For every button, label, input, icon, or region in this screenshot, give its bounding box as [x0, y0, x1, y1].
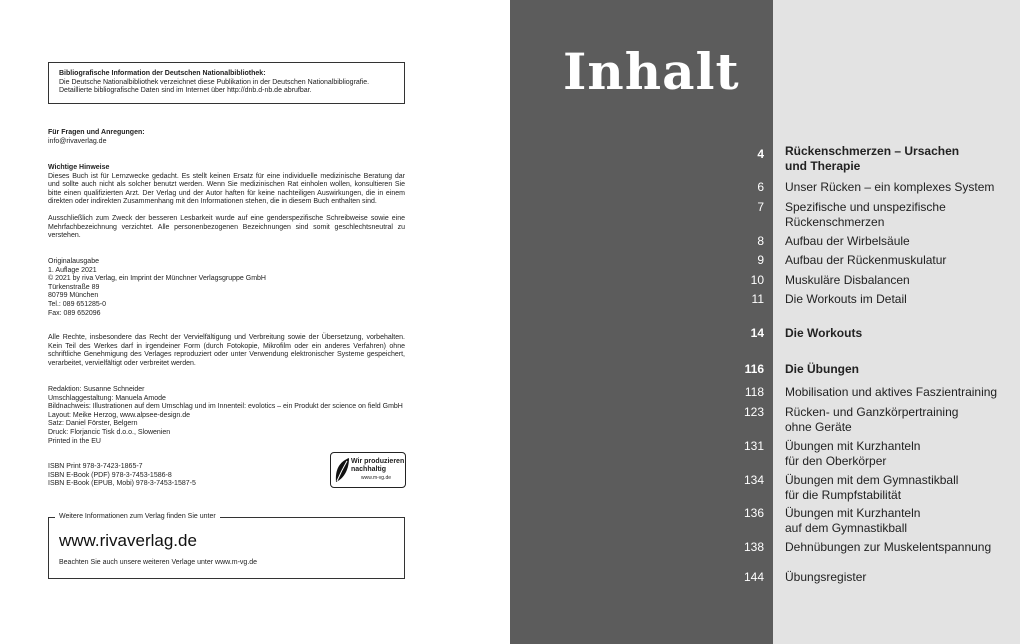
badge-text: Wir produzieren nachhaltig — [351, 458, 405, 473]
toc-entry-label[interactable]: Übungen mit Kurzhanteln auf dem Gymnastikball — [785, 506, 921, 535]
toc-entry-label[interactable]: Spezifische und unspezifische Rückenschmerzen — [785, 200, 946, 229]
biblio-line: Detaillierte bibliografische Daten sind im Internet über http://dnb.d-nb.de abrufbar. — [59, 87, 312, 95]
toc-entry-page: 134 — [743, 473, 764, 487]
contact-title: Für Fragen und Anregungen: — [48, 129, 145, 136]
imprint-line: Tel.: 089 651285-0 — [48, 300, 106, 308]
isbn-line: ISBN E-Book (EPUB, Mobi) 978-3-7453-1587-5 — [48, 480, 196, 488]
rights-block — [48, 334, 405, 368]
toc-entry-label[interactable]: Unser Rücken – ein komplexes System — [785, 180, 995, 194]
credit-line: Umschlaggestaltung: Manuela Amode — [48, 394, 166, 402]
sustainability-badge — [330, 452, 406, 488]
toc-entry-page: 123 — [743, 405, 764, 419]
toc-entry-page: 10 — [750, 273, 764, 287]
publisher-intro: Weitere Informationen zum Verlag finden Sie unter — [55, 513, 220, 520]
isbn-block — [48, 463, 308, 489]
leaf-icon — [333, 456, 351, 484]
toc-entry-page: 136 — [743, 506, 764, 520]
toc-entry-label[interactable]: Übungen mit Kurzhanteln für den Oberkörper — [785, 439, 921, 468]
hints-title: Wichtige Hinweise — [48, 164, 110, 171]
rights-text: Alle Rechte, insbesondere das Recht der Vervielfältigung und Verbreitung sowie der Übersetzung, vorbehalten. Kein Teil des Werkes darf in irgendeiner Form (durch Fotokopie, Mikrofilm oder ein anderes Verfahren) ohne schriftliche Genehmigung des Verlages reproduziert oder unter Verwendung elektronischer Systeme gespeichert, verarbeitet, vervielfältigt oder verbreitet werden. — [48, 334, 405, 367]
toc-entry-page: 7 — [757, 200, 764, 214]
credit-line: Printed in the EU — [48, 437, 101, 445]
publisher-more: Beachten Sie auch unsere weiteren Verlage unter www.m-vg.de — [59, 559, 258, 566]
toc-entry-label[interactable]: Die Workouts — [785, 326, 863, 340]
credit-line: Redaktion: Susanne Schneider — [48, 386, 145, 393]
credit-line: Layout: Meike Herzog, www.alpsee-design.de — [48, 411, 191, 419]
toc-entry-page: 8 — [757, 234, 764, 248]
toc-entry-page: 4 — [757, 147, 764, 161]
publisher-box — [48, 513, 405, 579]
credit-line: Satz: Daniel Förster, Belgern — [48, 420, 138, 428]
biblio-title: Bibliografische Information der Deutschen Nationalbibliothek: — [59, 70, 266, 77]
toc-entry-page: 118 — [744, 385, 764, 399]
badge-url: www.m-vg.de — [361, 475, 392, 481]
toc-entry-page: 9 — [757, 253, 764, 267]
hints-paragraph: Dieses Buch ist für Lernzwecke gedacht. Es stellt keinen Ersatz für eine individuelle medizinische Beratung dar und sollte auch nicht als solcher benutzt werden. Wenn Sie medizinischen Rat einholen wollen, konsultieren Sie bitte einen qualifizierten Arzt. Der Verlag und der Autor haften für keine nachteiligen Auswirkungen, die in einem direkten oder indirekten Zusammenhang mit den Informationen stehen, die in diesem Buch enthalten sind. — [48, 172, 405, 206]
imprint-line: 1. Auflage 2021 — [48, 266, 97, 274]
toc-entry-page: 138 — [743, 540, 764, 554]
toc-entry-page: 144 — [743, 570, 764, 584]
credit-line: Druck: Florjancic Tisk d.o.o., Slowenien — [48, 428, 171, 436]
hints-paragraph: Ausschließlich zum Zweck der besseren Lesbarkeit wurde auf eine genderspezifische Schreibweise sowie eine Mehrfachbezeichnung verzichtet. Alle personenbezogenen Bezeichnungen sind somit geschlechtsneutral zu verstehen. — [48, 214, 405, 240]
toc-entry-label[interactable]: Übungsregister — [785, 570, 867, 584]
imprint-line: Türkenstraße 89 — [48, 283, 100, 291]
toc-entry-label[interactable]: Rücken- und Ganzkörpertraining ohne Geräte — [785, 405, 959, 434]
toc-entry-page: 131 — [743, 439, 764, 453]
credit-line: Bildnachweis: Illustrationen auf dem Umschlag und im Innenteil: evolotics – ein Produkt der science on field GmbH — [48, 403, 403, 411]
imprint-line: Originalausgabe — [48, 258, 99, 265]
imprint-line: 80799 München — [48, 292, 99, 300]
toc-entry-label[interactable]: Aufbau der Wirbelsäule — [785, 234, 910, 248]
toc-entry-page: 6 — [757, 180, 764, 194]
toc-entry-label[interactable]: Die Übungen — [785, 362, 859, 376]
biblio-line: Die Deutsche Nationalbibliothek verzeichnet diese Publikation in der Deutschen Nationalbibliografie. — [59, 78, 370, 86]
toc-entry-label[interactable]: Dehnübungen zur Muskelentspannung — [785, 540, 992, 554]
toc-entry-label[interactable]: Aufbau der Rückenmuskulatur — [785, 253, 947, 267]
isbn-line: ISBN E-Book (PDF) 978-3-7453-1586-8 — [48, 471, 172, 479]
toc-entry-label[interactable]: Die Workouts im Detail — [785, 292, 907, 306]
toc-entry-page: 11 — [751, 292, 764, 306]
credits-block — [48, 386, 405, 446]
toc-entry-label[interactable]: Übungen mit dem Gymnastikball für die Rumpfstabilität — [785, 473, 959, 502]
publisher-url[interactable]: www.rivaverlag.de — [59, 531, 197, 550]
hints-block — [48, 164, 405, 241]
isbn-line: ISBN Print 978-3-7423-1865-7 — [48, 463, 143, 470]
toc-entry-label[interactable]: Muskuläre Disbalancen — [785, 273, 910, 287]
biblio-box — [48, 62, 405, 104]
toc-entry-page: 14 — [750, 326, 764, 340]
imprint-line: © 2021 by riva Verlag, ein Imprint der Münchner Verlagsgruppe GmbH — [48, 275, 266, 283]
toc-entry-page: 116 — [744, 362, 764, 376]
toc-entry-label[interactable]: Rückenschmerzen – Ursachen und Therapie — [785, 144, 960, 173]
imprint-line: Fax: 089 652096 — [48, 309, 101, 317]
contact-email[interactable]: info@rivaverlag.de — [48, 137, 107, 145]
toc-entry-label[interactable]: Mobilisation und aktives Faszientraining — [785, 385, 998, 399]
contact-block — [48, 129, 405, 146]
toc-title: Inhalt — [563, 42, 740, 101]
imprint-block — [48, 258, 405, 318]
